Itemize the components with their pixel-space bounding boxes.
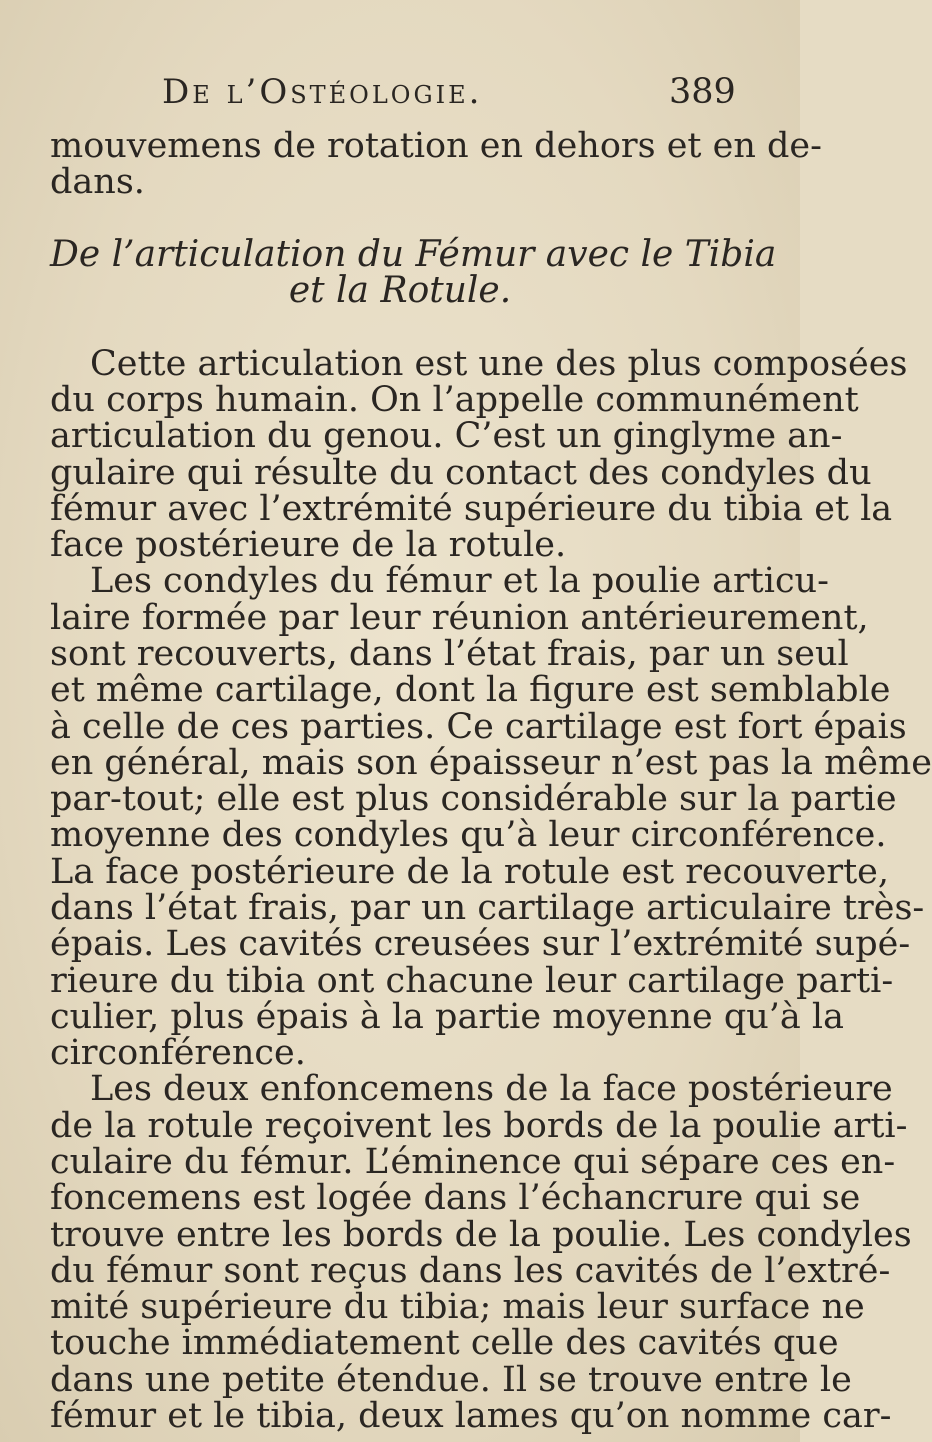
page-number: 389 [669, 72, 736, 112]
text-line: La face postérieure de la rotule est recouverte, [50, 852, 889, 892]
text-line: laire formée par leur réunion antérieurement, [50, 598, 869, 638]
page-header [0, 72, 800, 122]
text-line: fémur avec l’extrémité supérieure du tibia et la [50, 489, 893, 529]
text-line: Les condyles du fémur et la poulie articu- [90, 561, 829, 601]
text-line: mouvemens de rotation en dehors et en de- [50, 126, 822, 166]
text-line: Cette articulation est une des plus composées [90, 344, 908, 384]
text-line: de la rotule reçoivent les bords de la poulie arti- [50, 1106, 908, 1146]
text-line: à celle de ces parties. Ce cartilage est fort épais [50, 707, 907, 747]
text-line: moyenne des condyles qu’à leur circonférence. [50, 815, 887, 855]
text-line: dans l’état frais, par un cartilage articulaire très- [50, 888, 925, 928]
section-heading-line: et la Rotule. [288, 270, 512, 311]
running-head: De l’Ostéologie. [162, 72, 483, 112]
text-line: touche immédiatement celle des cavités que [50, 1323, 839, 1363]
text-line: dans une petite étendue. Il se trouve entre le [50, 1360, 852, 1400]
text-line: dans. [50, 162, 145, 202]
text-line: en général, mais son épaisseur n’est pas la même [50, 743, 932, 783]
text-line: et même cartilage, dont la figure est semblable [50, 670, 891, 710]
section-heading-line: De l’articulation du Fémur avec le Tibia [50, 234, 777, 275]
text-line: culier, plus épais à la partie moyenne qu’à la [50, 997, 844, 1037]
text-line: mité supérieure du tibia; mais leur surface ne [50, 1287, 865, 1327]
text-line: trouve entre les bords de la poulie. Les condyles [50, 1215, 912, 1255]
text-line: rieure du tibia ont chacune leur cartilage parti- [50, 961, 894, 1001]
text-line: épais. Les cavités creusées sur l’extrémité supé- [50, 924, 911, 964]
text-line: face postérieure de la rotule. [50, 525, 567, 565]
text-line: culaire du fémur. L’éminence qui sépare ces en- [50, 1142, 896, 1182]
text-line: foncemens est logée dans l’échancrure qui se [50, 1178, 861, 1218]
text-line: circonférence. [50, 1033, 306, 1073]
text-line: Les deux enfoncemens de la face postérieure [90, 1069, 893, 1109]
text-line: sont recouverts, dans l’état frais, par un seul [50, 634, 849, 674]
text-line: fémur et le tibia, deux lames qu’on nomme car- [50, 1396, 892, 1436]
text-line: par-tout; elle est plus considérable sur la partie [50, 779, 897, 819]
text-line: gulaire qui résulte du contact des condyles du [50, 453, 872, 493]
text-line: articulation du genou. C’est un ginglyme an- [50, 416, 843, 456]
text-line: du corps humain. On l’appelle communément [50, 380, 859, 420]
text-line: du fémur sont reçus dans les cavités de l’extré- [50, 1251, 891, 1291]
